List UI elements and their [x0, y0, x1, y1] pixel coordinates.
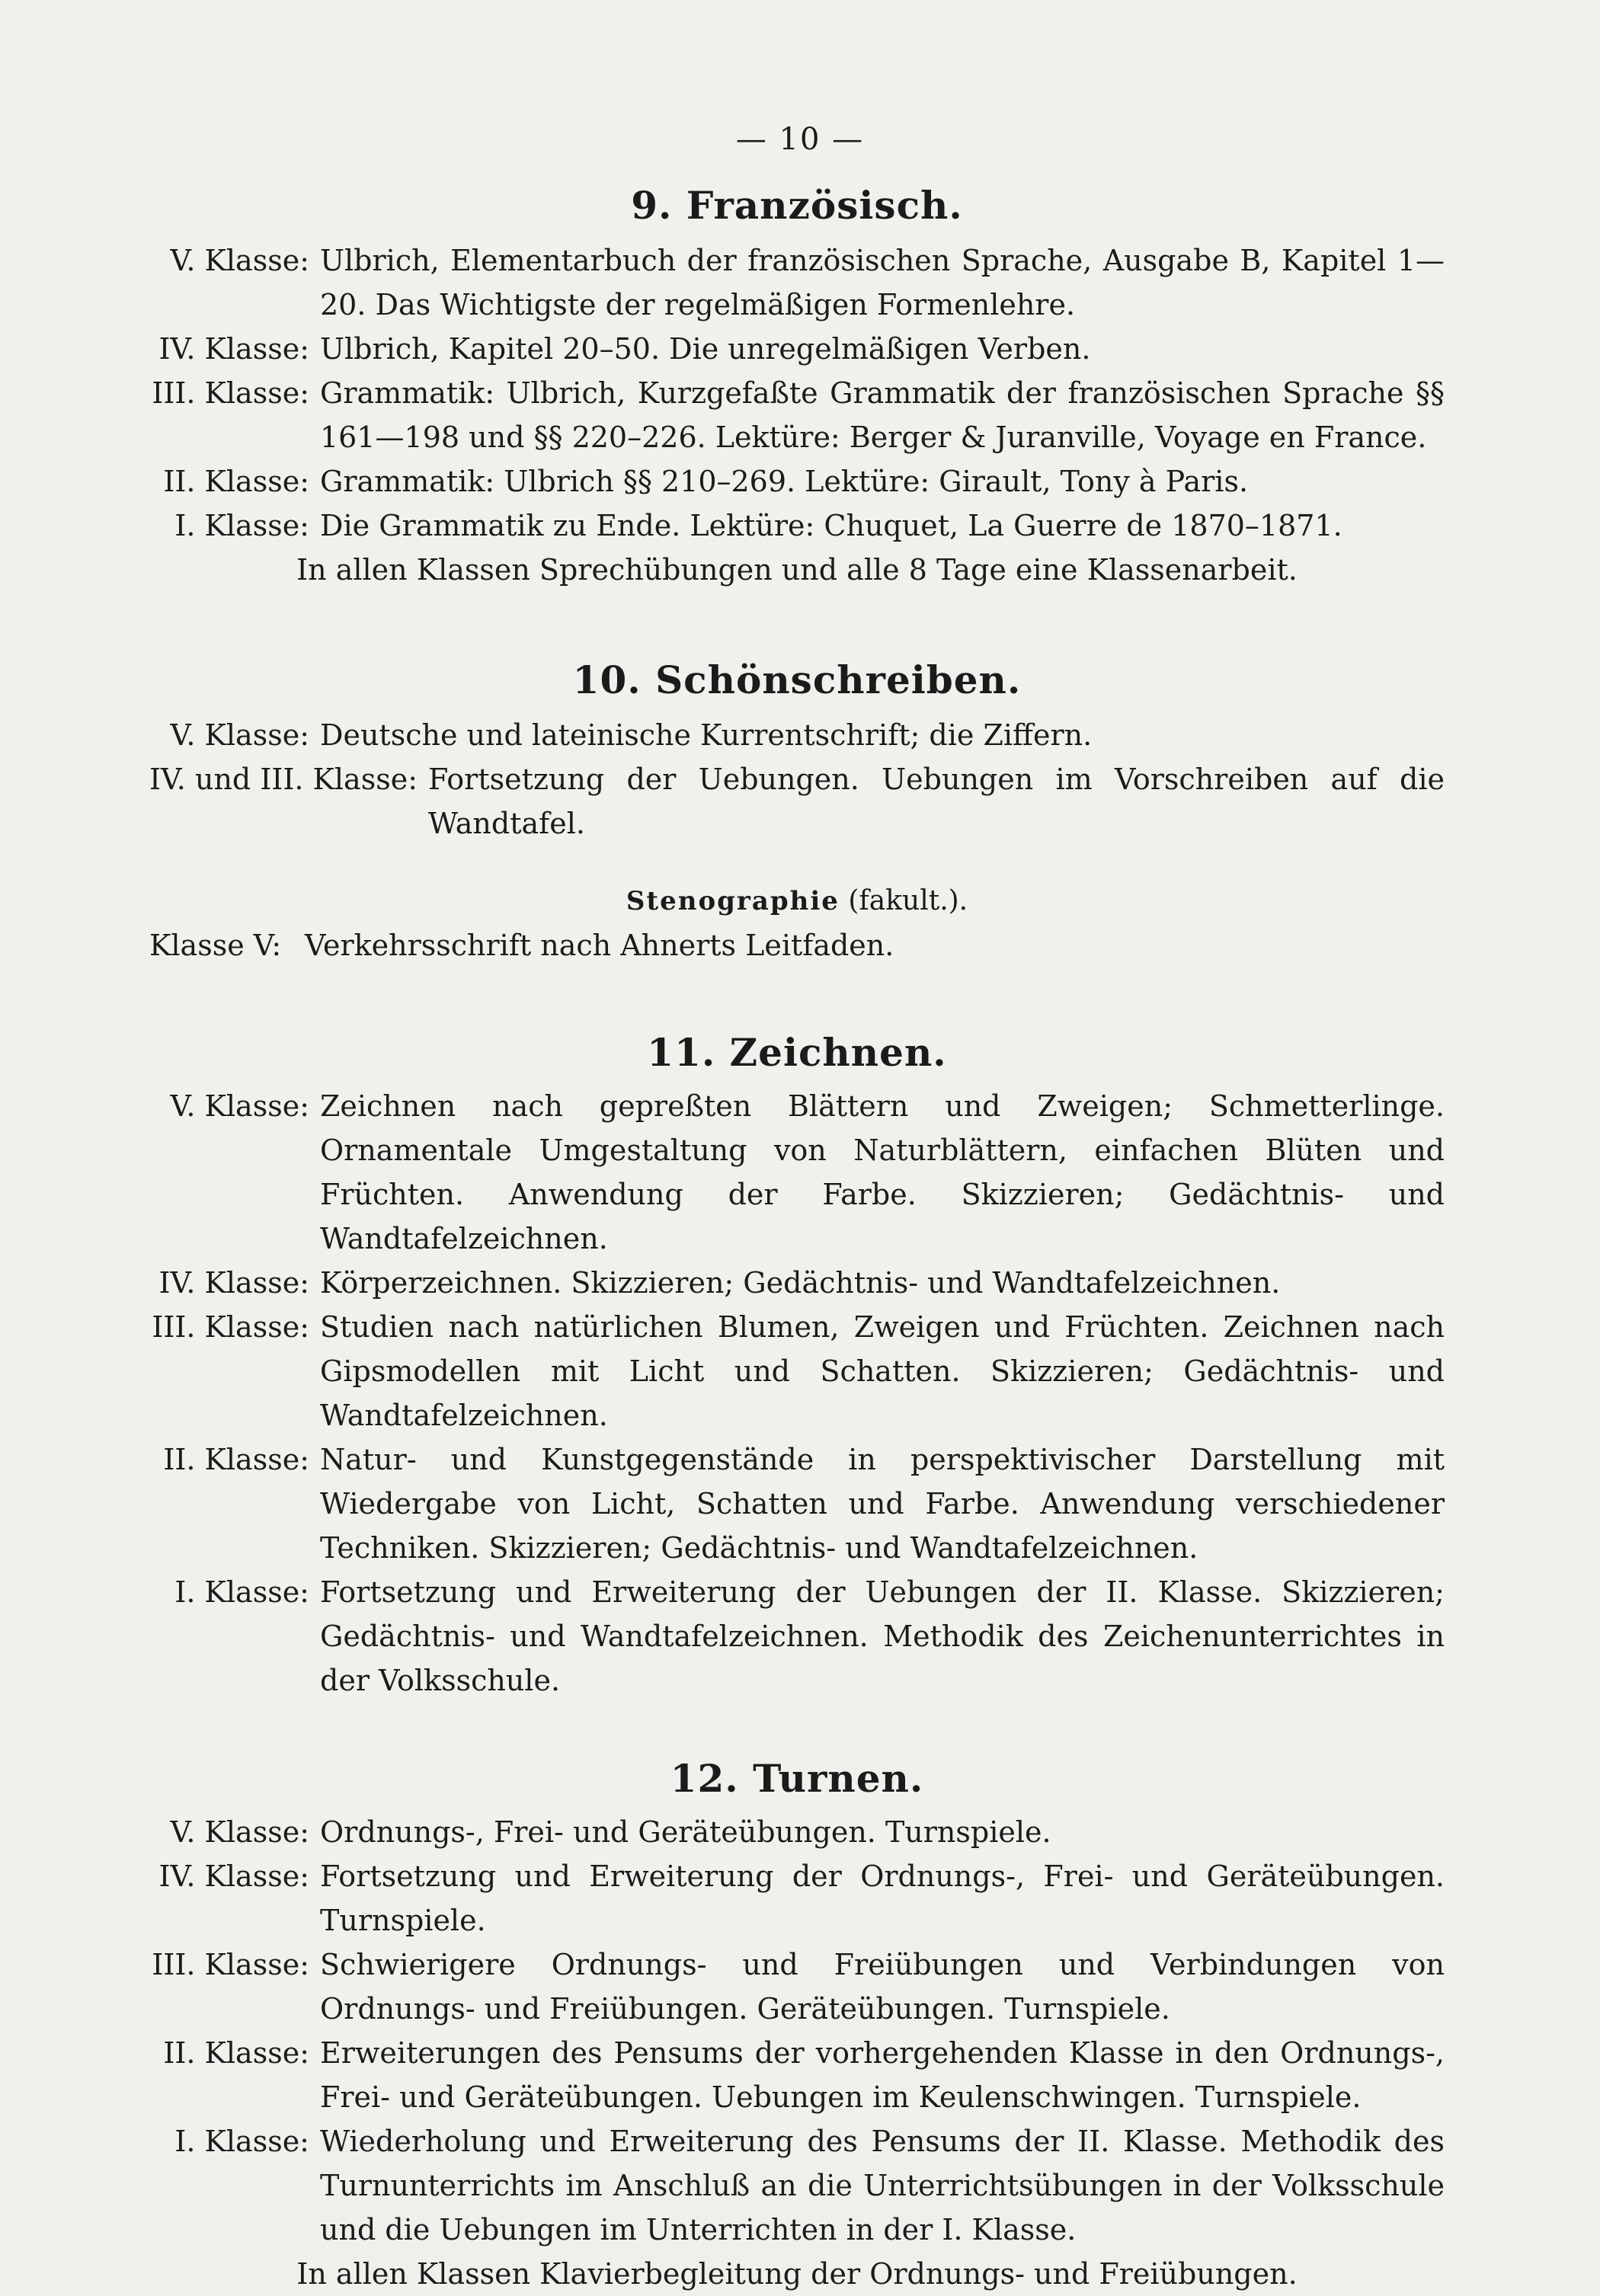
class-label: Klasse V: [149, 929, 282, 962]
class-text: Ordnungs-, Frei- und Geräteübungen. Turnspiele. [320, 1815, 1051, 1849]
class-label: V. Klasse: [170, 244, 309, 277]
class-label: I. Klasse: [174, 509, 309, 542]
class-row [149, 459, 1445, 504]
class-label: II. Klasse: [163, 1443, 309, 1476]
section-gym [149, 1756, 1445, 2296]
class-label: III. Klasse: [152, 376, 309, 410]
class-row [149, 504, 1445, 548]
class-row [149, 1854, 1445, 1943]
section-title: 9. Französisch. [631, 183, 963, 228]
class-text: Deutsche und lateinische Kurrentschrift; die Ziffern. [320, 718, 1093, 752]
class-row [149, 371, 1445, 459]
class-text: Grammatik: Ulbrich §§ 210–269. Lektüre: Girault, Tony à Paris. [320, 465, 1249, 498]
class-label: III. Klasse: [152, 1948, 309, 1981]
section-note: In allen Klassen Klavierbegleitung der Ordnungs- und Freiübungen. [296, 2257, 1298, 2291]
class-row [149, 713, 1445, 757]
page-content [149, 183, 1445, 2296]
class-label: IV. und III. Klasse: [149, 763, 418, 796]
subsection-title [149, 879, 1445, 923]
class-text: Erweiterungen des Pensums der vorhergehenden Klasse in den Ordnungs-, Frei- und Geräteübungen. Uebungen im Keulenschwingen. Turnspiele. [320, 2036, 1445, 2114]
class-row [149, 757, 1445, 846]
class-row [149, 1810, 1445, 1854]
section-french [149, 183, 1445, 592]
section-writing [149, 657, 1445, 967]
class-row [149, 923, 1445, 967]
class-text: Fortsetzung und Erweiterung der Uebungen der II. Klasse. Skizzieren; Gedächtnis- und Wandtafelzeichnen. Methodik des Zeichenunterrichtes in der Volksschule. [320, 1575, 1445, 1697]
class-label: IV. Klasse: [158, 332, 309, 366]
class-row [149, 327, 1445, 371]
subsection-title-text: Stenographie [626, 886, 840, 916]
class-label: V. Klasse: [170, 1815, 309, 1849]
class-text: Schwierigere Ordnungs- und Freiübungen und Verbindungen von Ordnungs- und Freiübungen. Geräteübungen. Turnspiele. [320, 1948, 1445, 2026]
class-row [149, 2031, 1445, 2119]
class-row [149, 1437, 1445, 1570]
class-row [149, 2119, 1445, 2252]
section-note: In allen Klassen Sprechübungen und alle 8 Tage eine Klassenarbeit. [296, 553, 1298, 587]
section-drawing [149, 1030, 1445, 1703]
class-text: Studien nach natürlichen Blumen, Zweigen und Früchten. Zeichnen nach Gipsmodellen mit Licht und Schatten. Skizzieren; Gedächtnis- und Wandtafelzeichnen. [320, 1310, 1445, 1432]
class-text: Die Grammatik zu Ende. Lektüre: Chuquet, La Guerre de 1870–1871. [320, 509, 1342, 542]
class-row [149, 1084, 1445, 1261]
class-label: V. Klasse: [170, 1089, 309, 1123]
class-row [149, 1570, 1445, 1703]
class-text: Ulbrich, Elementarbuch der französischen Sprache, Ausgabe B, Kapitel 1—20. Das Wichtigste der regelmäßigen Formenlehre. [320, 244, 1445, 321]
class-label: IV. Klasse: [158, 1266, 309, 1300]
class-row [149, 1943, 1445, 2031]
class-row [149, 238, 1445, 327]
class-label: IV. Klasse: [158, 1860, 309, 1893]
class-text: Natur- und Kunstgegenstände in perspektivischer Darstellung mit Wiedergabe von Licht, Schatten und Farbe. Anwendung verschiedener Techniken. Skizzieren; Gedächtnis- und Wandtafelzeichnen. [320, 1443, 1445, 1565]
class-label: V. Klasse: [170, 718, 309, 752]
subsection-note: (fakult.). [848, 885, 968, 916]
section-title: 12. Turnen. [670, 1756, 924, 1801]
class-text: Körperzeichnen. Skizzieren; Gedächtnis- und Wandtafelzeichnen. [320, 1266, 1281, 1300]
class-label: I. Klasse: [174, 2125, 309, 2158]
class-text: Grammatik: Ulbrich, Kurzgefaßte Grammatik der französischen Sprache §§ 161—198 und §§ 220–226. Lektüre: Berger & Juranville, Voyage en France. [320, 376, 1445, 454]
class-text: Fortsetzung und Erweiterung der Ordnungs-, Frei- und Geräteübungen. Turnspiele. [320, 1860, 1445, 1937]
class-row [149, 1261, 1445, 1305]
class-text: Fortsetzung der Uebungen. Uebungen im Vorschreiben auf die Wandtafel. [428, 763, 1445, 840]
class-label: III. Klasse: [152, 1310, 309, 1344]
class-row [149, 1305, 1445, 1437]
class-label: II. Klasse: [163, 2036, 309, 2070]
section-title: 11. Zeichnen. [647, 1030, 947, 1075]
class-text: Ulbrich, Kapitel 20–50. Die unregelmäßigen Verben. [320, 332, 1091, 366]
class-label: I. Klasse: [174, 1575, 309, 1609]
class-text: Wiederholung und Erweiterung des Pensums der II. Klasse. Methodik des Turnunterrichts im Anschluß an die Unterrichtsübungen in der Volksschule und die Uebungen im Unterrichten in der I. Klasse. [320, 2125, 1445, 2246]
section-title: 10. Schönschreiben. [572, 657, 1022, 702]
class-label: II. Klasse: [163, 465, 309, 498]
page-number: — 10 — [735, 122, 865, 157]
class-text: Zeichnen nach gepreßten Blättern und Zweigen; Schmetterlinge. Ornamentale Umgestaltung von Naturblättern, einfachen Blüten und Früchten. Anwendung der Farbe. Skizzieren; Gedächtnis- und Wandtafelzeichnen. [320, 1089, 1445, 1255]
class-text: Verkehrsschrift nach Ahnerts Leitfaden. [305, 929, 894, 962]
